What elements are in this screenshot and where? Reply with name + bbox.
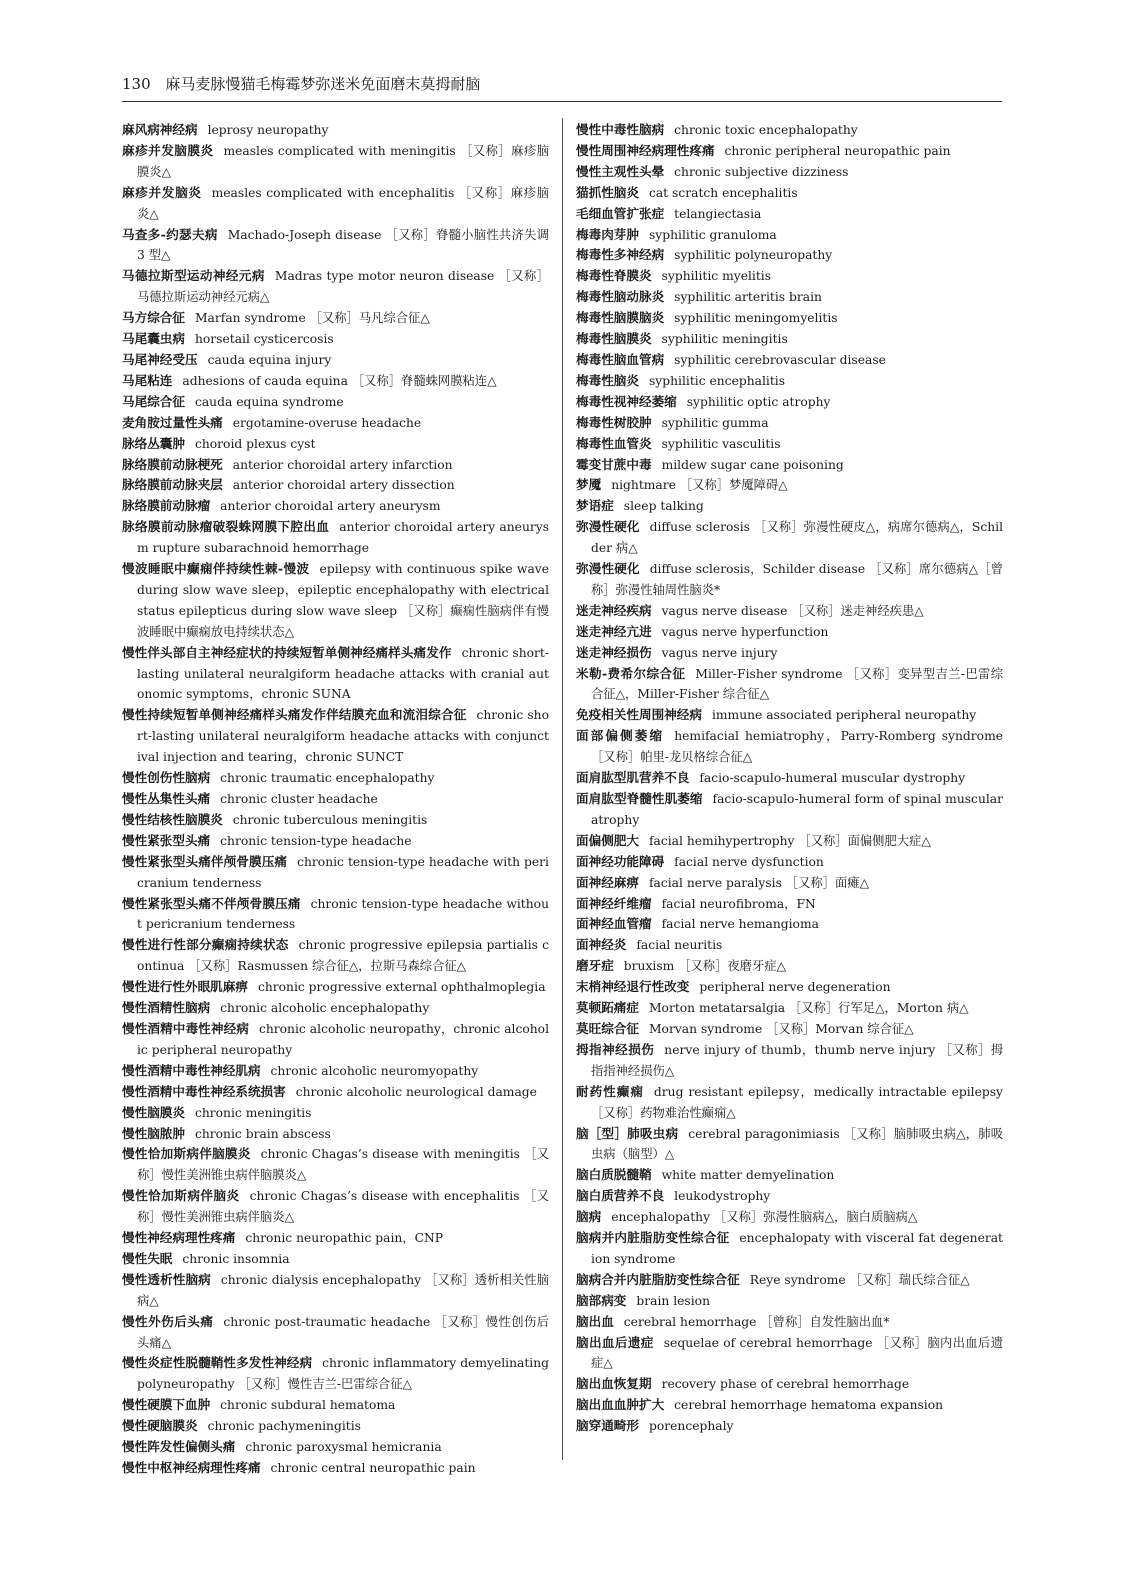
entry-term-en: syphilitic encephalitis xyxy=(648,373,786,388)
entry-term-zh: 慢性失眠 xyxy=(122,1250,173,1266)
entry-term-zh: 梅毒性多神经病 xyxy=(576,247,665,263)
entry-term-zh: 猫抓性脑炎 xyxy=(576,184,639,200)
entry-term-en: syphilitic meningitis xyxy=(661,332,788,347)
entry-term-zh: 面肩肱型脊髓性肌萎缩 xyxy=(576,791,703,806)
glossary-entry xyxy=(576,664,1003,706)
glossary-entry xyxy=(122,371,549,392)
entry-term-zh: 马方综合征 xyxy=(122,310,185,326)
entry-term-zh: 迷走神经损伤 xyxy=(576,644,652,660)
entry-term-en: recovery phase of cerebral hemorrhage xyxy=(661,1377,910,1392)
entry-term-en: facial nerve paralysis ［又称］面瘫△ xyxy=(648,875,870,890)
glossary-entry xyxy=(576,1291,1003,1312)
entry-term-en: syphilitic myelitis xyxy=(661,269,772,284)
glossary-entry xyxy=(122,1019,549,1061)
glossary-entry xyxy=(576,914,1003,935)
glossary-entry xyxy=(122,831,549,852)
glossary-entry xyxy=(122,1061,549,1082)
glossary-entry xyxy=(122,1124,549,1145)
header-title: 麻马麦脉慢猫毛梅霉梦弥迷米免面磨末莫拇耐脑 xyxy=(165,75,481,93)
entry-term-en: white matter demyelination xyxy=(661,1168,835,1183)
entry-term-zh: 面神经血管瘤 xyxy=(576,916,652,932)
entry-term-zh: 慢性神经病理性疼痛 xyxy=(122,1230,236,1246)
entry-term-zh: 脉络丛囊肿 xyxy=(122,435,185,451)
entry-term-en: leprosy neuropathy xyxy=(207,123,329,137)
glossary-entry xyxy=(122,455,549,476)
entry-term-zh: 马德拉斯型运动神经元病 xyxy=(122,268,265,284)
glossary-entry xyxy=(122,1103,549,1124)
entry-term-en: facial nerve hemangioma xyxy=(661,917,819,932)
entry-term-en: chronic alcoholic neuropathy，chronic alcoholic peripheral neuropathy xyxy=(137,1021,550,1057)
glossary-entry xyxy=(122,392,549,413)
entry-term-zh: 梅毒性视神经萎缩 xyxy=(576,393,677,409)
entry-term-zh: 脑病 xyxy=(576,1209,602,1225)
entry-term-zh: 梅毒性脑血管病 xyxy=(576,351,665,367)
entry-term-en: Morton metatarsalgia ［又称］行军足△，Morton 病△ xyxy=(648,1001,969,1016)
glossary-entry xyxy=(576,726,1003,768)
glossary-entry xyxy=(576,225,1003,246)
glossary-entry xyxy=(122,1228,549,1249)
entry-term-en: peripheral nerve degeneration xyxy=(699,980,891,995)
glossary-entry xyxy=(122,559,549,643)
glossary-entry xyxy=(576,245,1003,266)
entry-term-zh: 慢性脑膜炎 xyxy=(122,1104,185,1120)
glossary-entry xyxy=(576,413,1003,434)
glossary-entry xyxy=(576,308,1003,329)
entry-term-en: syphilitic optic atrophy xyxy=(686,394,831,409)
glossary-entry xyxy=(122,434,549,455)
glossary-entry xyxy=(122,517,549,559)
entry-term-en: facial neurofibroma，FN xyxy=(661,896,816,911)
entry-term-zh: 脉络膜前动脉夹层 xyxy=(122,477,223,493)
entry-term-zh: 脑病并内脏脂肪变性综合征 xyxy=(576,1230,730,1246)
entry-term-en: diffuse sclerosis，Schilder disease ［又称］席尔德病△［曾称］弥漫性轴周性脑炎* xyxy=(591,562,1003,597)
glossary-entry xyxy=(122,496,549,517)
entry-term-zh: 莫旺综合征 xyxy=(576,1020,639,1036)
entry-term-en: facial neuritis xyxy=(636,938,723,953)
glossary-entry xyxy=(576,894,1003,915)
entry-term-zh: 马尾粘连 xyxy=(122,372,173,388)
entry-term-zh: 慢波睡眠中癫痫伴持续性棘-慢波 xyxy=(122,561,310,577)
entry-term-zh: 梦语症 xyxy=(576,498,614,514)
glossary-entry xyxy=(122,225,549,267)
entry-term-en: chronic central neuropathic pain xyxy=(270,1461,476,1475)
glossary-entry xyxy=(576,496,1003,517)
glossary-entry xyxy=(122,1082,549,1103)
entry-term-zh: 梅毒性血管炎 xyxy=(576,435,652,451)
entry-term-zh: 慢性紧张型头痛不伴颅骨膜压痛 xyxy=(122,895,301,911)
entry-term-en: chronic subjective dizziness xyxy=(674,164,849,179)
entry-term-zh: 慢性中枢神经病理性疼痛 xyxy=(122,1460,261,1475)
entry-term-zh: 梅毒性脑炎 xyxy=(576,372,639,388)
entry-term-zh: 慢性持续短暂单侧神经痛样头痛发作伴结膜充血和流泪综合征 xyxy=(122,707,467,723)
entry-term-en: ergotamine-overuse headache xyxy=(232,415,422,430)
entry-term-en: bruxism ［又称］夜磨牙症△ xyxy=(623,959,787,974)
entry-term-en: cat scratch encephalitis xyxy=(648,185,798,200)
entry-term-en: chronic neuropathic pain，CNP xyxy=(245,1231,444,1246)
glossary-entry xyxy=(122,350,549,371)
entry-term-zh: 马查多-约瑟夫病 xyxy=(122,226,218,242)
entry-term-en: chronic paroxysmal hemicrania xyxy=(245,1440,442,1455)
entry-term-en: chronic short-lasting unilateral neuralgiform headache attacks with conjunctival injection and tearing，chronic SUNCT xyxy=(137,708,550,765)
glossary-entry xyxy=(122,1249,549,1270)
entry-term-en: Marfan syndrome ［又称］马凡综合征△ xyxy=(194,311,430,326)
entry-term-en: encephalopaty with visceral fat degeneration syndrome xyxy=(591,1231,1003,1266)
entry-term-en: brain lesion xyxy=(636,1293,710,1308)
glossary-entry xyxy=(122,475,549,496)
entry-term-zh: 慢性酒精中毒性神经系统损害 xyxy=(122,1083,286,1099)
entry-term-zh: 脉络膜前动脉梗死 xyxy=(122,456,223,472)
entry-term-zh: 米勒-费希尔综合征 xyxy=(576,665,686,681)
glossary-entry xyxy=(576,434,1003,455)
entry-term-zh: 麻疹并发脑膜炎 xyxy=(122,142,214,158)
entry-term-zh: 面神经炎 xyxy=(576,937,627,953)
entry-term-en: chronic inflammatory demyelinating polyneuropathy ［又称］慢性吉兰-巴雷综合征△ xyxy=(137,1356,550,1392)
column-divider xyxy=(562,118,563,1460)
glossary-entry xyxy=(122,1437,549,1458)
glossary-entry xyxy=(576,1019,1003,1040)
glossary-entry xyxy=(122,1353,549,1395)
entry-term-en: measles complicated with meningitis ［又称］麻疹脑膜炎△ xyxy=(137,143,549,179)
entry-term-zh: 慢性外伤后头痛 xyxy=(122,1313,214,1329)
entry-term-en: vagus nerve hyperfunction xyxy=(661,624,829,639)
glossary-entry xyxy=(576,873,1003,894)
glossary-entry xyxy=(576,956,1003,977)
entry-term-en: syphilitic gumma xyxy=(661,415,769,430)
entry-term-en: Miller-Fisher syndrome ［又称］变异型吉兰-巴雷综合征△，Miller-Fisher 综合征△ xyxy=(591,666,1003,702)
entry-term-en: cerebral paragonimiasis ［又称］脑肺吸虫病△，肺吸虫病（脑型）△ xyxy=(591,1126,1003,1162)
entry-term-zh: 脑出血血肿扩大 xyxy=(576,1397,665,1413)
glossary-entry xyxy=(122,789,549,810)
entry-term-en: chronic tuberculous meningitis xyxy=(232,812,428,827)
entry-term-en: chronic cluster headache xyxy=(220,792,378,806)
entry-term-zh: 末梢神经退行性改变 xyxy=(576,979,690,995)
entry-term-en: syphilitic polyneuropathy xyxy=(674,248,833,263)
entry-term-zh: 脉络膜前动脉瘤 xyxy=(122,498,211,514)
entry-term-en: chronic subdural hematoma xyxy=(220,1398,396,1413)
entry-term-zh: 麻疹并发脑炎 xyxy=(122,184,202,200)
glossary-entry xyxy=(576,266,1003,287)
entry-term-en: chronic peripheral neuropathic pain xyxy=(724,143,951,158)
entry-term-en: measles complicated with encephalitis ［又称］麻疹脑炎△ xyxy=(137,185,550,221)
glossary-entry xyxy=(122,141,549,183)
entry-term-zh: 脑部病变 xyxy=(576,1292,627,1308)
entry-term-zh: 慢性炎症性脱髓鞘性多发性神经病 xyxy=(122,1355,313,1371)
right-column xyxy=(576,120,1003,1437)
entry-term-zh: 拇指神经损伤 xyxy=(576,1041,655,1057)
glossary-entry xyxy=(122,810,549,831)
entry-term-en: horsetail cysticercosis xyxy=(194,332,334,347)
entry-term-en: cauda equina syndrome xyxy=(194,394,344,409)
entry-term-zh: 弥漫性硬化 xyxy=(576,519,640,535)
entry-term-en: chronic tension-type headache xyxy=(220,833,412,848)
entry-term-zh: 脑白质营养不良 xyxy=(576,1188,665,1204)
entry-term-en: syphilitic arteritis brain xyxy=(674,290,822,305)
entry-term-en: facio-scapulo-humeral form of spinal muscular atrophy xyxy=(591,792,1004,827)
glossary-entry xyxy=(576,935,1003,956)
entry-term-zh: 面神经功能障碍 xyxy=(576,853,665,869)
glossary-entry xyxy=(576,517,1003,559)
glossary-entry xyxy=(122,1458,549,1479)
entry-term-zh: 慢性进行性外眼肌麻痹 xyxy=(122,979,248,995)
entry-term-zh: 脑白质脱髓鞘 xyxy=(576,1167,652,1183)
entry-term-en: chronic insomnia xyxy=(182,1251,290,1266)
entry-term-zh: 梅毒性脑动脉炎 xyxy=(576,289,665,305)
glossary-entry xyxy=(122,1395,549,1416)
glossary-entry xyxy=(122,266,549,308)
entry-term-en: mildew sugar cane poisoning xyxy=(661,457,844,472)
entry-term-zh: 面偏侧肥大 xyxy=(576,832,639,848)
entry-term-en: chronic alcoholic neuromyopathy xyxy=(270,1063,479,1078)
glossary-entry xyxy=(576,998,1003,1019)
glossary-entry xyxy=(576,1186,1003,1207)
entry-term-zh: 脑出血恢复期 xyxy=(576,1376,652,1392)
entry-term-zh: 麦角胺过量性头痛 xyxy=(122,414,223,430)
entry-term-en: immune associated peripheral neuropathy xyxy=(711,708,977,723)
glossary-entry xyxy=(576,141,1003,162)
entry-term-zh: 莫顿跖痛症 xyxy=(576,1000,639,1016)
glossary-entry xyxy=(576,455,1003,476)
glossary-entry xyxy=(576,643,1003,664)
entry-term-zh: 慢性脑脓肿 xyxy=(122,1125,185,1141)
entry-term-en: epilepsy with continuous spike wave during slow wave sleep，epileptic encephalopathy with electrical status epilepticus during slow wave sleep ［又称］癫痫性脑病伴有慢波睡眠中癫痫放电持续状态△ xyxy=(137,562,550,639)
entry-term-en: adhesions of cauda equina ［又称］脊髓蛛网膜粘连△ xyxy=(182,373,497,388)
glossary-entry xyxy=(122,120,549,141)
entry-term-zh: 迷走神经疾病 xyxy=(576,602,652,618)
entry-term-en: vagus nerve injury xyxy=(661,645,778,660)
glossary-entry xyxy=(122,1416,549,1437)
glossary-entry xyxy=(576,1040,1003,1082)
glossary-entry xyxy=(576,392,1003,413)
entry-term-en: chronic progressive external ophthalmoplegia xyxy=(257,980,546,995)
entry-term-zh: 面神经纤维瘤 xyxy=(576,895,652,911)
entry-term-en: anterior choroidal artery aneurysm xyxy=(220,499,441,514)
entry-term-zh: 马尾神经受压 xyxy=(122,351,198,367)
glossary-entry xyxy=(576,768,1003,789)
glossary-entry xyxy=(576,852,1003,873)
glossary-entry xyxy=(576,287,1003,308)
entry-term-en: hemifacial hemiatrophy，Parry-Romberg syndrome ［又称］帕里-龙贝格综合征△ xyxy=(591,729,1004,765)
entry-term-zh: 慢性结核性脑膜炎 xyxy=(122,811,223,827)
entry-term-zh: 慢性硬脑膜炎 xyxy=(122,1418,198,1434)
running-header xyxy=(122,74,1002,94)
glossary-entry xyxy=(576,371,1003,392)
glossary-entry xyxy=(122,1186,549,1228)
entry-term-en: nightmare ［又称］梦魇障碍△ xyxy=(611,478,788,493)
glossary-entry xyxy=(576,601,1003,622)
page-number: 130 xyxy=(122,75,151,93)
entry-term-en: sleep talking xyxy=(623,499,704,514)
glossary-entry xyxy=(122,1270,549,1312)
entry-term-en: anterior choroidal artery aneurysm rupture subarachnoid hemorrhage xyxy=(137,520,550,556)
glossary-entry xyxy=(576,1374,1003,1395)
glossary-entry xyxy=(576,1333,1003,1375)
entry-term-zh: 梅毒性脊膜炎 xyxy=(576,268,652,284)
glossary-entry xyxy=(576,1124,1003,1166)
entry-term-en: chronic meningitis xyxy=(194,1105,312,1120)
entry-term-zh: 慢性创伤性脑病 xyxy=(122,770,211,786)
glossary-entry xyxy=(122,413,549,434)
entry-term-en: drug resistant epilepsy，medically intractable epilepsy ［又称］药物难治性癫痫△ xyxy=(591,1084,1003,1120)
glossary-entry xyxy=(576,1207,1003,1228)
glossary-entry xyxy=(576,475,1003,496)
glossary-entry xyxy=(576,350,1003,371)
entry-term-en: syphilitic meningomyelitis xyxy=(674,311,838,326)
glossary-entry xyxy=(122,894,549,936)
entry-term-zh: 慢性恰加斯病伴脑膜炎 xyxy=(122,1146,251,1162)
entry-term-en: syphilitic cerebrovascular disease xyxy=(674,352,886,367)
entry-term-en: encephalopathy ［又称］弥漫性脑病△，脑白质脑病△ xyxy=(611,1210,918,1225)
entry-term-zh: 梅毒性树胶肿 xyxy=(576,414,652,430)
glossary-entry xyxy=(122,705,549,768)
entry-term-zh: 麻风病神经病 xyxy=(122,122,198,137)
entry-term-en: cerebral hemorrhage hematoma expansion xyxy=(674,1398,944,1413)
glossary-entry xyxy=(122,998,549,1019)
entry-term-en: cauda equina injury xyxy=(207,352,332,367)
glossary-entry xyxy=(576,183,1003,204)
glossary-entry xyxy=(576,831,1003,852)
entry-term-zh: 慢性紧张型头痛 xyxy=(122,832,211,848)
entry-term-zh: 脑出血后遗症 xyxy=(576,1334,654,1350)
entry-term-en: chronic pachymeningitis xyxy=(207,1419,361,1434)
entry-term-zh: 脑［型］肺吸虫病 xyxy=(576,1125,679,1141)
glossary-entry xyxy=(576,1312,1003,1333)
entry-term-en: porencephaly xyxy=(648,1419,734,1434)
entry-term-zh: 面肩肱型肌营养不良 xyxy=(576,770,690,786)
entry-term-en: sequelae of cerebral hemorrhage ［又称］脑内出血后遗症△ xyxy=(591,1335,1003,1371)
entry-term-zh: 慢性硬膜下血肿 xyxy=(122,1397,211,1413)
entry-term-en: chronic progressive epilepsia partialis continua ［又称］Rasmussen 综合征△，拉斯马森综合征△ xyxy=(137,938,550,974)
entry-term-en: Madras type motor neuron disease ［又称］马德拉斯运动神经元病△ xyxy=(137,269,550,305)
entry-term-en: telangiectasia xyxy=(674,206,762,221)
entry-term-en: Reye syndrome ［又称］瑞氏综合征△ xyxy=(749,1272,970,1287)
entry-term-zh: 慢性恰加斯病伴脑炎 xyxy=(122,1188,240,1204)
entry-term-zh: 梅毒性脑膜炎 xyxy=(576,331,652,347)
entry-term-en: cerebral hemorrhage ［曾称］自发性脑出血* xyxy=(623,1314,890,1329)
entry-term-zh: 磨牙症 xyxy=(576,958,614,974)
entry-term-zh: 慢性阵发性偏侧头痛 xyxy=(122,1439,236,1455)
glossary-entry xyxy=(576,705,1003,726)
entry-term-en: facial nerve dysfunction xyxy=(674,854,824,869)
entry-term-en: chronic alcoholic neurological damage xyxy=(295,1084,537,1099)
entry-term-zh: 慢性酒精中毒性神经病 xyxy=(122,1020,249,1036)
entry-term-en: chronic tension-type headache with pericranium tenderness xyxy=(137,854,549,890)
glossary-entry xyxy=(122,183,549,225)
entry-term-zh: 慢性主观性头晕 xyxy=(576,163,665,179)
glossary-entry xyxy=(576,1165,1003,1186)
entry-term-en: chronic alcoholic encephalopathy xyxy=(220,1001,430,1016)
entry-term-zh: 慢性丛集性头痛 xyxy=(122,791,211,806)
entry-term-zh: 梦魇 xyxy=(576,477,602,493)
entry-term-en: chronic short-lasting unilateral neuralgiform headache attacks with cranial autonomic symptoms，chronic SUNA xyxy=(137,645,549,702)
entry-term-en: chronic Chagas’s disease with meningitis ［又称］慢性美洲锥虫病伴脑膜炎△ xyxy=(137,1147,549,1183)
entry-term-zh: 迷走神经亢进 xyxy=(576,623,652,639)
entry-term-zh: 脑病合并内脏脂肪变性综合征 xyxy=(576,1271,740,1287)
entry-term-zh: 慢性酒精性脑病 xyxy=(122,1000,211,1016)
entry-term-zh: 马尾囊虫病 xyxy=(122,331,185,347)
entry-term-en: Machado-Joseph disease ［又称］脊髓小脑性共济失调 3 型△ xyxy=(137,227,549,263)
glossary-entry xyxy=(576,1270,1003,1291)
glossary-entry xyxy=(576,1082,1003,1124)
glossary-entry xyxy=(576,120,1003,141)
entry-term-zh: 慢性酒精中毒性神经肌病 xyxy=(122,1062,261,1078)
entry-term-en: vagus nerve disease ［又称］迷走神经疾患△ xyxy=(661,603,924,618)
entry-term-zh: 耐药性癫痫 xyxy=(576,1083,644,1099)
entry-term-zh: 霉变甘蔗中毒 xyxy=(576,456,652,472)
entry-term-zh: 毛细血管扩张症 xyxy=(576,205,665,221)
entry-term-zh: 面神经麻痹 xyxy=(576,874,639,890)
entry-term-zh: 弥漫性硬化 xyxy=(576,561,640,577)
entry-term-zh: 梅毒性脑膜脑炎 xyxy=(576,310,665,326)
glossary-entry xyxy=(122,308,549,329)
glossary-entry xyxy=(122,768,549,789)
glossary-entry xyxy=(576,789,1003,831)
glossary-entry xyxy=(576,204,1003,225)
entry-term-zh: 慢性透析性脑病 xyxy=(122,1271,211,1287)
entry-term-en: chronic toxic encephalopathy xyxy=(674,123,858,137)
glossary-entry xyxy=(122,1144,549,1186)
entry-term-en: syphilitic granuloma xyxy=(648,227,777,242)
glossary-entry xyxy=(576,1395,1003,1416)
header-rule xyxy=(122,101,1002,102)
entry-term-en: choroid plexus cyst xyxy=(194,436,316,451)
glossary-entry xyxy=(122,1312,549,1354)
entry-term-zh: 免疫相关性周围神经病 xyxy=(576,707,702,723)
entry-term-en: chronic Chagas’s disease with encephalitis ［又称］慢性美洲锥虫病伴脑炎△ xyxy=(137,1189,549,1225)
entry-term-en: leukodystrophy xyxy=(674,1189,771,1204)
glossary-entry xyxy=(122,643,549,706)
entry-term-en: facial hemihypertrophy ［又称］面偏侧肥大症△ xyxy=(648,833,931,848)
entry-term-en: anterior choroidal artery dissection xyxy=(232,478,455,493)
entry-term-en: chronic dialysis encephalopathy ［又称］透析相关性脑病△ xyxy=(137,1272,549,1308)
entry-term-zh: 面部偏侧萎缩 xyxy=(576,728,665,744)
entry-term-zh: 脑出血 xyxy=(576,1313,614,1329)
glossary-entry xyxy=(122,329,549,350)
left-column xyxy=(122,120,549,1479)
entry-term-en: facio-scapulo-humeral muscular dystrophy xyxy=(699,771,966,786)
glossary-entry xyxy=(122,977,549,998)
glossary-entry xyxy=(576,559,1003,601)
entry-term-zh: 慢性伴头部自主神经症状的持续短暂单侧神经痛样头痛发作 xyxy=(122,644,452,660)
entry-term-zh: 梅毒肉芽肿 xyxy=(576,226,639,242)
glossary-entry xyxy=(122,852,549,894)
entry-term-en: Morvan syndrome ［又称］Morvan 综合征△ xyxy=(648,1021,914,1036)
entry-term-zh: 慢性进行性部分癫痫持续状态 xyxy=(122,937,289,953)
entry-term-en: syphilitic vasculitis xyxy=(661,436,781,451)
glossary-entry xyxy=(576,622,1003,643)
entry-term-zh: 慢性周围神经病理性疼痛 xyxy=(576,142,715,158)
entry-term-en: nerve injury of thumb，thumb nerve injury ［又称］拇指指神经损伤△ xyxy=(591,1042,1003,1078)
entry-term-zh: 脑穿通畸形 xyxy=(576,1418,639,1434)
glossary-entry xyxy=(576,977,1003,998)
entry-term-zh: 慢性中毒性脑病 xyxy=(576,122,665,137)
glossary-entry xyxy=(576,329,1003,350)
entry-term-en: chronic traumatic encephalopathy xyxy=(220,771,435,786)
glossary-entry xyxy=(576,162,1003,183)
entry-term-zh: 马尾综合征 xyxy=(122,393,185,409)
entry-term-en: diffuse sclerosis ［又称］弥漫性硬皮△，病席尔德病△，Schilder 病△ xyxy=(591,520,1004,556)
entry-term-en: anterior choroidal artery infarction xyxy=(232,457,453,472)
entry-term-zh: 脉络膜前动脉瘤破裂蛛网膜下腔出血 xyxy=(122,519,330,535)
glossary-entry xyxy=(576,1228,1003,1270)
glossary-entry xyxy=(122,935,549,977)
entry-term-en: chronic brain abscess xyxy=(194,1126,331,1141)
entry-term-en: chronic post-traumatic headache ［又称］慢性创伤后头痛△ xyxy=(137,1314,549,1350)
entry-term-en: chronic tension-type headache without pericranium tenderness xyxy=(137,896,549,932)
entry-term-zh: 慢性紧张型头痛伴颅骨膜压痛 xyxy=(122,853,288,869)
glossary-entry xyxy=(576,1416,1003,1437)
